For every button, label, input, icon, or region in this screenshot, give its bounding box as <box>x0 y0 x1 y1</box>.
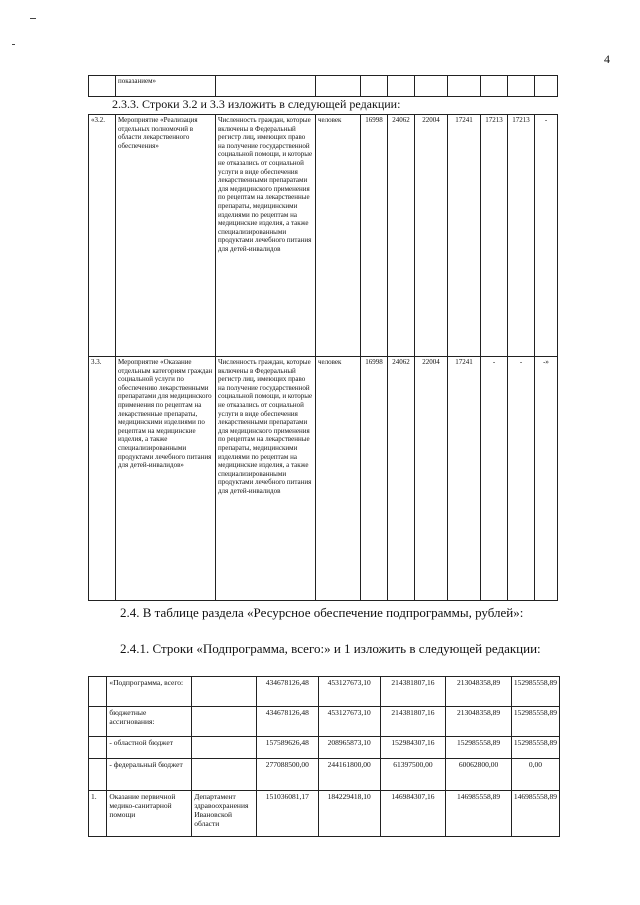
event-cell: Мероприятие «Оказание отдельным категориям граждан социальной услуги по обеспечению лекарственными препаратами для медицинского применения по рецептам на лекарственные препараты, медицинскими изделиями по рецептам на медицинские изделия, а также специализированными продуктами лечебного питания для детей-инвалидов» <box>116 357 216 601</box>
event-cell: Мероприятие «Реализация отдельных полномочий в области лекарственного обеспечения» <box>116 115 216 357</box>
amount-cell: 60062800,00 <box>446 759 512 791</box>
value-cell: 24062 <box>388 357 415 601</box>
amount-cell: 434678126,48 <box>256 677 318 707</box>
table-row <box>89 759 560 791</box>
value-cell: 17241 <box>448 357 481 601</box>
amount-cell: 146984307,16 <box>380 791 446 837</box>
amount-cell: 146985558,89 <box>511 791 559 837</box>
amount-cell: 213048358,89 <box>446 677 512 707</box>
amount-cell: 157589626,48 <box>256 737 318 759</box>
value-cell: - <box>481 357 508 601</box>
value-cell: - <box>508 357 535 601</box>
value-cell: 16998 <box>361 115 388 357</box>
amount-cell: 0,00 <box>511 759 559 791</box>
fragment-text: показанием» <box>116 76 216 97</box>
table-row <box>89 791 560 837</box>
amount-cell: 208965873,10 <box>318 737 380 759</box>
executor-cell: Департамент здравоохранения Ивановской области <box>192 791 257 837</box>
amount-cell: 152985558,89 <box>446 737 512 759</box>
paragraph-2-4: 2.4. В таблице раздела «Ресурсное обеспечение подпрограммы, рублей»: <box>120 605 524 620</box>
amount-cell: 244161800,00 <box>318 759 380 791</box>
amount-cell: 434678126,48 <box>256 707 318 737</box>
section-heading-2-3-3: 2.3.3. Строки 3.2 и 3.3 изложить в следующей редакции: <box>112 97 401 111</box>
row-number <box>89 707 107 737</box>
table-row <box>89 115 558 357</box>
executor-cell <box>192 759 257 791</box>
row-number: 1. <box>89 791 107 837</box>
value-cell: 17241 <box>448 115 481 357</box>
value-cell: -» <box>535 357 558 601</box>
name-cell: - областной бюджет <box>107 737 192 759</box>
amount-cell: 61397500,00 <box>380 759 446 791</box>
table-row <box>89 707 560 737</box>
name-cell: бюджетные ассигнования: <box>107 707 192 737</box>
amount-cell: 152985558,89 <box>511 737 559 759</box>
row-number: «3.2. <box>89 115 116 357</box>
amount-cell: 152984307,16 <box>380 737 446 759</box>
value-cell: 22004 <box>415 115 448 357</box>
value-cell: - <box>535 115 558 357</box>
table-row <box>89 76 558 97</box>
table-row <box>89 677 560 707</box>
paragraph-2-4-1: 2.4.1. Строки «Подпрограмма, всего:» и 1 изложить в следующей редакции: <box>120 641 541 656</box>
amount-cell: 152985558,89 <box>511 677 559 707</box>
indicators-table <box>88 114 558 601</box>
row-number <box>89 759 107 791</box>
amount-cell: 214381807,16 <box>380 677 446 707</box>
name-cell: «Подпрограмма, всего: <box>107 677 192 707</box>
amount-cell: 453127673,10 <box>318 707 380 737</box>
indicator-cell: Численность граждан, которые включены в Федеральный регистр лиц, имеющих право на получение государственной социальной помощи, и которые не отказались от социальной услуги в виде обеспечения лекарственными препаратами для медицинского применения по рецептам на лекарственные препараты, медицинскими изделиями по рецептам на медицинские изделия, а также специализированными продуктами лечебного питания для детей-инвалидов <box>216 357 316 601</box>
amount-cell: 184229418,10 <box>318 791 380 837</box>
amount-cell: 151036081,17 <box>256 791 318 837</box>
row-number <box>89 677 107 707</box>
page-number: 4 <box>604 52 610 66</box>
unit-cell: человек <box>316 115 361 357</box>
amount-cell: 152985558,89 <box>511 707 559 737</box>
value-cell: 17213 <box>481 115 508 357</box>
row-number <box>89 737 107 759</box>
amount-cell: 146985558,89 <box>446 791 512 837</box>
value-cell: 16998 <box>361 357 388 601</box>
row-number: 3.3. <box>89 357 116 601</box>
name-cell: - федеральный бюджет <box>107 759 192 791</box>
scan-mark <box>12 44 15 45</box>
amount-cell: 213048358,89 <box>446 707 512 737</box>
value-cell: 24062 <box>388 115 415 357</box>
scan-mark <box>30 18 36 19</box>
value-cell: 17213 <box>508 115 535 357</box>
unit-cell: человек <box>316 357 361 601</box>
top-table-fragment <box>88 75 558 97</box>
table-row <box>89 737 560 759</box>
executor-cell <box>192 707 257 737</box>
executor-cell <box>192 737 257 759</box>
name-cell: Оказание первичной медико-санитарной помощи <box>107 791 192 837</box>
executor-cell <box>192 677 257 707</box>
resources-table <box>88 676 560 837</box>
indicator-cell: Численность граждан, которые включены в Федеральный регистр лиц, имеющих право на получение государственной социальной помощи, и которые не отказались от социальной услуги в виде обеспечения лекарственными препаратами для медицинского применения по рецептам на лекарственные препараты, медицинскими изделиями по рецептам на медицинские изделия, а также специализированными продуктами лечебного питания для детей-инвалидов <box>216 115 316 357</box>
amount-cell: 214381807,16 <box>380 707 446 737</box>
table-row <box>89 357 558 601</box>
value-cell: 22004 <box>415 357 448 601</box>
amount-cell: 277088500,00 <box>256 759 318 791</box>
amount-cell: 453127673,10 <box>318 677 380 707</box>
